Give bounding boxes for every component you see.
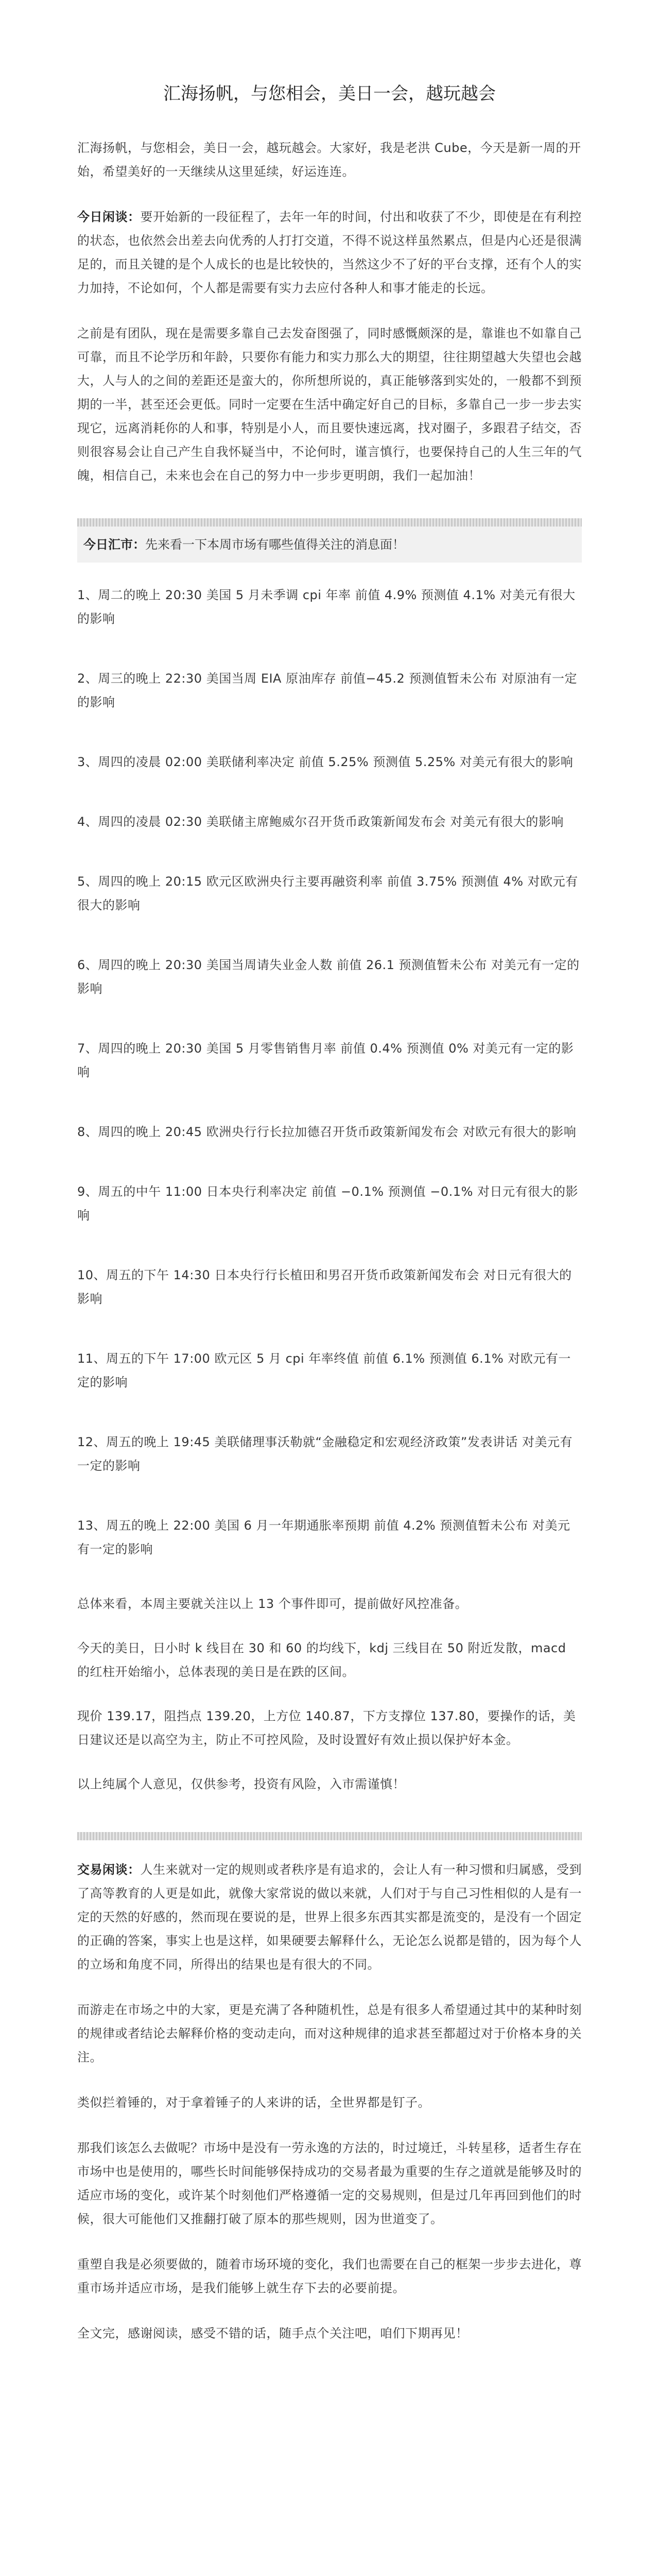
trading-read-text: 人生来就对一定的规则或者秩序是有追求的，会让人有一种习惯和归属感，受到了高等教育的人更是如此，就像大家常说的做以来就，人们对于与自己习性相似的人是有一定的天然的好感的，然而现在要说的是，世界上很多东西其实都是流变的，是没有一个固定的正确的答案，事实上也是这样，如果硬要去解释什么，无论怎么说都是错的，因为每个人的立场和角度不同，所得出的结果也是有很大的不同。 [77, 1862, 582, 1972]
event-item: 3、周四的凌晨 02:00 美联储利率决定 前值 5.25% 预测值 5.25% 对美元有很大的影响 [77, 755, 574, 769]
article [77, 0, 582, 2345]
event-item: 5、周四的晚上 20:15 欧元区欧洲央行主要再融资利率 前值 3.75% 预测值 4% 对欧元有很大的影响 [77, 874, 578, 912]
market-paragraph: 而游走在市场之中的大家，更是充满了各种随机性，总是有很多人希望通过其中的某种时刻的规律或者结论去解释价格的变动走向，而对这种规律的追求甚至都超过对于价格本身的关注。 [77, 2003, 582, 2064]
event-item: 7、周四的晚上 20:30 美国 5 月零售销售月率 前值 0.4% 预测值 0% 对美元有一定的影响 [77, 1041, 574, 1079]
events-header-label: 今日汇市： [83, 537, 145, 552]
events-list [77, 583, 582, 1561]
today-read-paragraph [77, 205, 582, 300]
analysis-paragraph: 今天的美日，日小时 k 线目在 30 和 60 的均线下，kdj 三线目在 50 附近发散，macd 的红柱开始缩小，总体表现的美日是在跌的区间。 [77, 1641, 566, 1679]
closing-paragraph: 全文完，感谢阅读，感受不错的话，随手点个关注吧，咱们下期再见！ [77, 2326, 469, 2341]
event-item: 6、周四的晚上 20:30 美国当周请失业金人数 前值 26.1 预测值暂未公布 对美元有一定的影响 [77, 958, 580, 996]
disclaimer-paragraph: 以上纯属个人意见，仅供参考，投资有风险，入市需谨慎！ [77, 1777, 405, 1791]
events-header-text: 先来看一下本周市场有哪些值得关注的消息面！ [145, 537, 405, 552]
trading-read-label: 交易闲谈： [77, 1862, 141, 1877]
trading-read-paragraph [77, 1858, 582, 1976]
event-item: 9、周五的中午 11:00 日本央行利率决定 前值 −0.1% 预测值 −0.1% 对日元有很大的影响 [77, 1184, 578, 1223]
event-item: 12、周五的晚上 19:45 美联储理事沃勒就“金融稳定和宏观经济政策”发表讲话 对美元有一定的影响 [77, 1435, 573, 1473]
how-paragraph: 那我们该怎么去做呢？市场中是没有一劳永逸的方法的，时过境迁，斗转星移，适者生存在市场中也是使用的，哪些长时间能够保持成功的交易者最为重要的生存之道就是能够及时的适应市场的变化，或许某个时刻他们严格遵循一定的交易规则，但是过几年再回到他们的时候，很大可能他们又推翻打破了原本的那些规则，因为世道变了。 [77, 2141, 582, 2226]
event-item: 8、周四的晚上 20:45 欧洲央行行长拉加德召开货币政策新闻发布会 对欧元有很大的影响 [77, 1125, 577, 1139]
event-item: 4、周四的凌晨 02:30 美联储主席鲍威尔召开货币政策新闻发布会 对美元有很大的影响 [77, 815, 564, 829]
today-read-label: 今日闲谈： [77, 210, 141, 224]
important-paragraph: 重塑自我是必须要做的，随着市场环境的变化，我们也需要在自己的框架一步步去进化，尊重市场并适应市场，是我们能够上就生存下去的必要前提。 [77, 2257, 582, 2295]
section-divider-2 [77, 1832, 582, 1840]
section-divider [77, 518, 582, 527]
price-paragraph: 现价 139.17，阻挡点 139.20，上方位 140.87，下方支撑位 137.80，要操作的话，美日建议还是以高空为主，防止不可控风险，及时设置好有效止损以保护好本金。 [77, 1709, 576, 1747]
events-header [77, 527, 582, 563]
event-item: 10、周五的下午 14:30 日本央行行长植田和男召开货币政策新闻发布会 对日元有很大的影响 [77, 1268, 572, 1306]
event-item: 13、周五的晚上 22:00 美国 6 月一年期通胀率预期 前值 4.2% 预测值暂未公布 对美元有一定的影响 [77, 1518, 570, 1556]
summary-paragraph: 总体来看，本周主要就关注以上 13 个事件即可，提前做好风控准备。 [77, 1597, 468, 1611]
hammer-paragraph: 类似拦着锤的，对于拿着锤子的人来讲的话，全世界都是钉子。 [77, 2095, 430, 2110]
today-read-text: 要开始新的一段征程了，去年一年的时间，付出和收获了不少，即使是在有利控的状态，也依然会出差去向优秀的人打打交道，不得不说这样虽然累点，但是内心还是很满足的，而且关键的是个人成长的也是比较快的，当然这少不了好的平台支撑，还有个人的实力加持，不论如何，个人都是需要有实力去应付各种人和事才能走的长远。 [77, 210, 582, 295]
event-item: 11、周五的下午 17:00 欧元区 5 月 cpi 年率终值 前值 6.1% 预测值 6.1% 对欧元有一定的影响 [77, 1351, 571, 1389]
event-item: 1、周二的晚上 20:30 美国 5 月未季调 cpi 年率 前值 4.9% 预测值 4.1% 对美元有很大的影响 [77, 588, 576, 626]
event-item: 2、周三的晚上 22:30 美国当周 EIA 原油库存 前值−45.2 预测值暂未公布 对原油有一定的影响 [77, 671, 578, 709]
team-paragraph: 之前是有团队，现在是需要多靠自己去发奋图强了，同时感慨颇深的是，靠谁也不如靠自己可靠，而且不论学历和年龄，只要你有能力和实力那么大的期望，往往期望越大失望也会越大，人与人的之间的差距还是蛮大的，你所想所说的，真正能够落到实处的，一般都不到预期的一半，甚至还会更低。同时一定要在生活中确定好自己的目标，多靠自己一步一步去实现它，远离消耗你的人和事，特别是小人，而且要快速远离，找对圈子，多跟君子结交，否则很容易会让自己产生自我怀疑当中，不论何时，谨言慎行，也要保持自己的人生三年的气魄，相信自己，未来也会在自己的努力中一步步更明朗，我们一起加油！ [77, 326, 582, 483]
intro-paragraph: 汇海扬帆，与您相会，美日一会，越玩越会。大家好，我是老洪 Cube，今天是新一周的开始，希望美好的一天继续从这里延续，好运连连。 [77, 141, 581, 179]
page-title: 汇海扬帆，与您相会，美日一会，越玩越会 [163, 83, 496, 104]
